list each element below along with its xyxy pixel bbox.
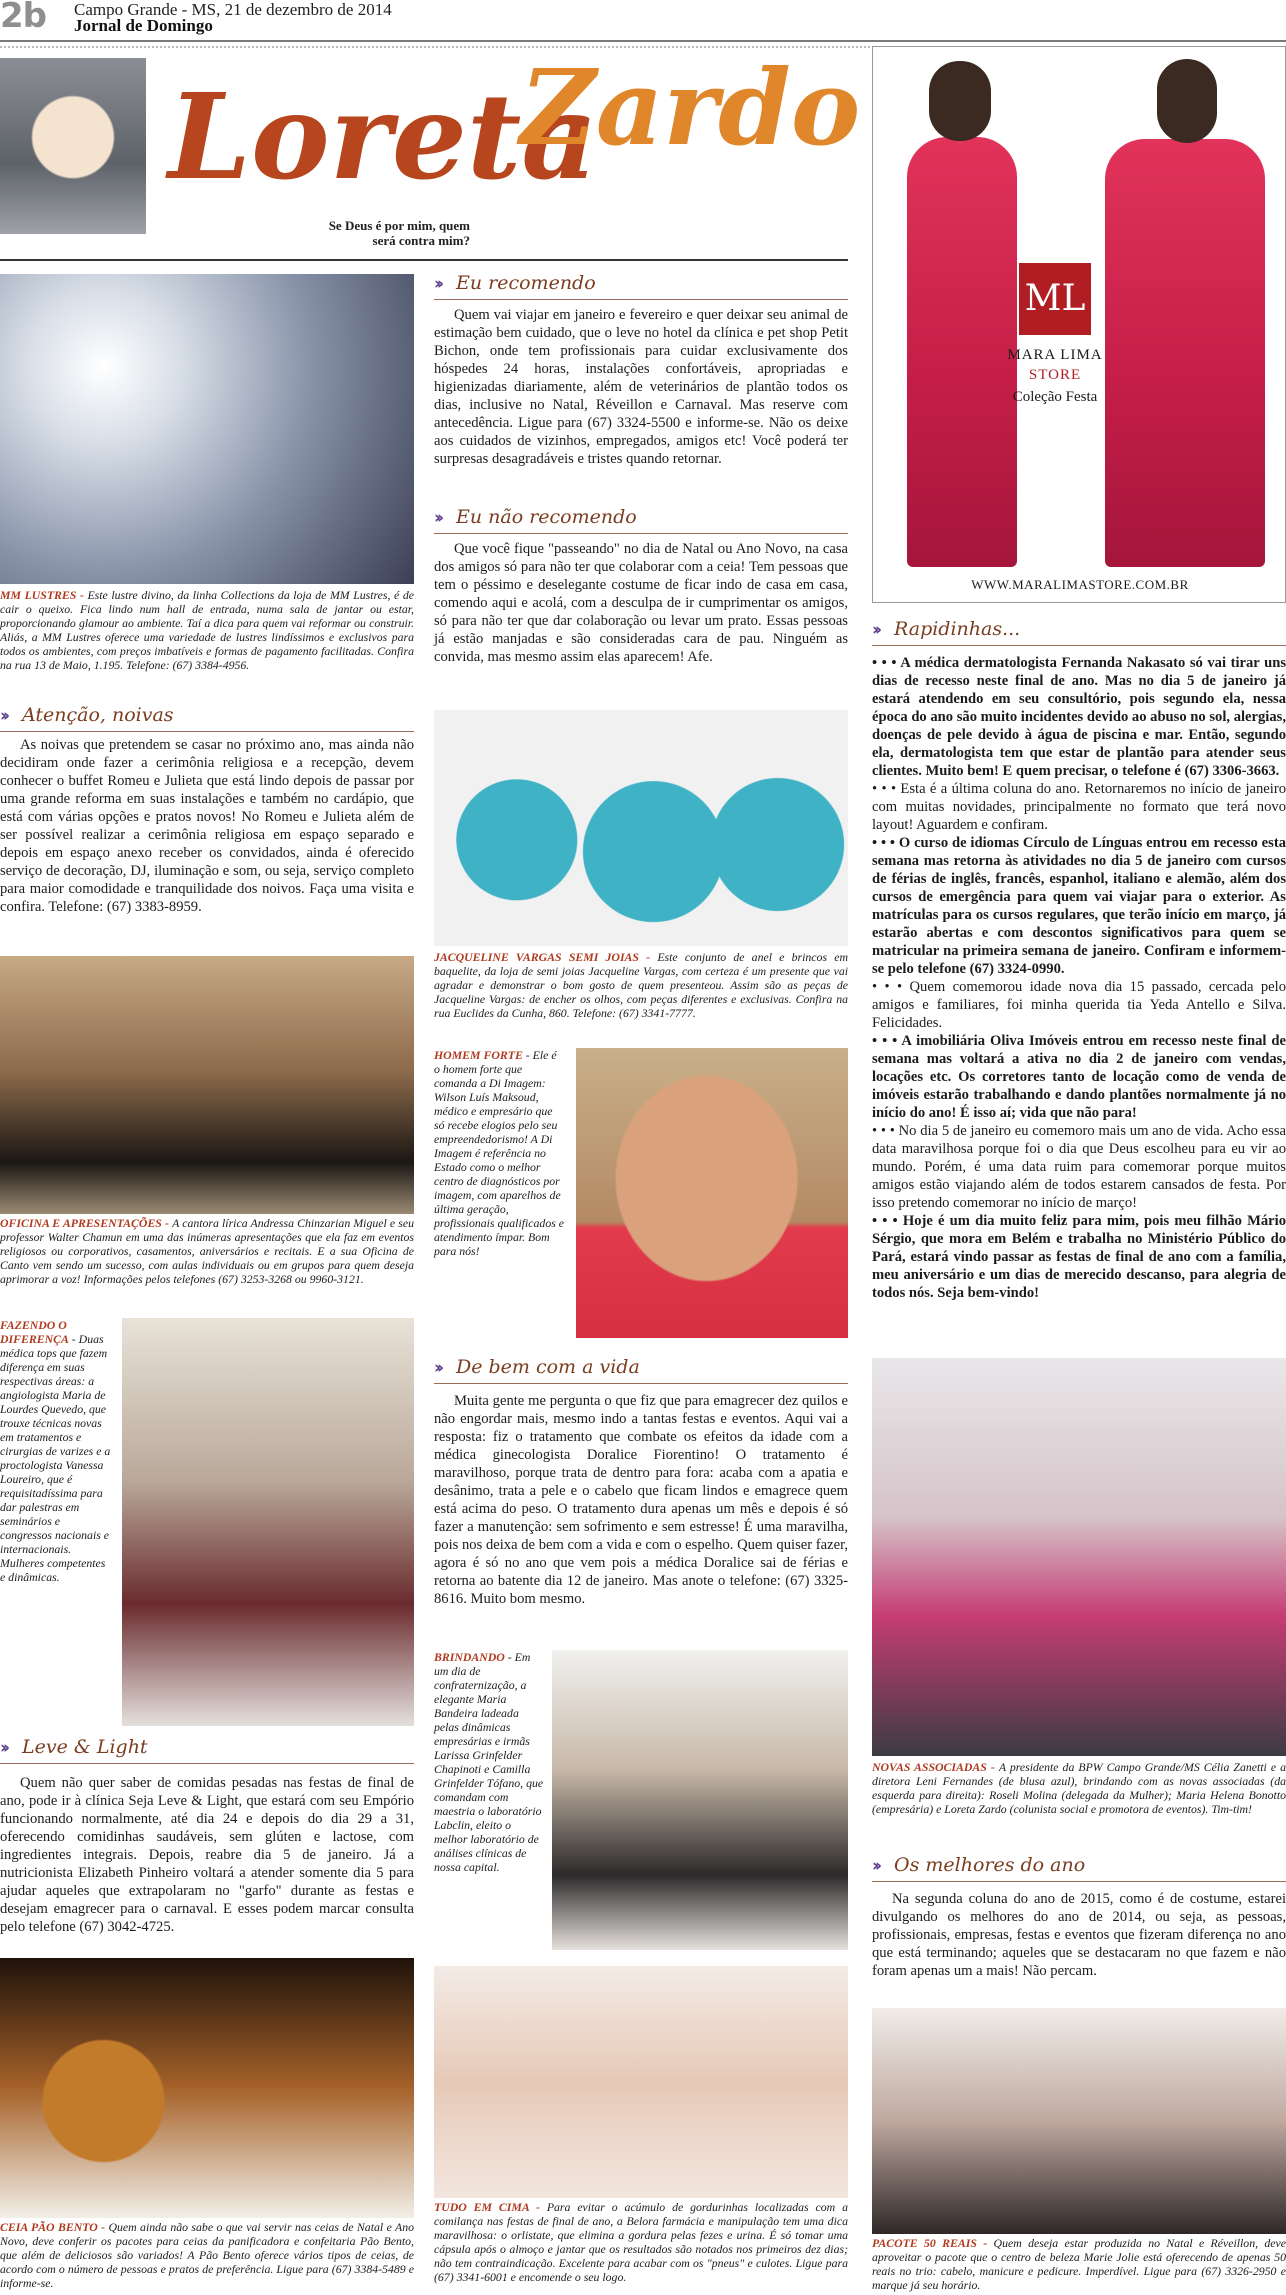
text-atencao-p: As noivas que pretendem se casar no próximo ano, mas ainda não decidiram onde fazer a cerimônia religiosa e a recepção, devem conhecer o buffet Romeu e Julieta que está lindo depois de passar por uma grande reforma em suas instalações e também no cardápio, que está com várias opções e pratos novos! No Romeu e Julieta além de ser possível realizar a cerimônia religiosa em espaço separado e depois em espaço anexo receber os convidados, ainda é oferecido serviço de decoração, DJ, iluminação e som, ou seja, serviço completo para maior comodidade e tranquilidade dos noivos. Faça uma visita e confira. Telefone: (67) 3383-8959. (0, 737, 414, 915)
text-atencao (0, 736, 414, 916)
ad-url[interactable]: WWW.MARALIMASTORE.COM.BR (971, 577, 1189, 592)
caption-fazendo-text: - Duas médica tops que fazem diferença em suas respectivas áreas: a angiologista Maria de Lourdes Quevedo, que trouxe técnicas novas em tratamentos e cirurgias de varizes e a proctologista Vanessa Loureiro, que é requisitadíssima para dar palestras em seminários e congressos nacionais e internacionais. Mulheres competentes e dinâmicas. (0, 1332, 111, 1584)
text-leve-p: Quem não quer saber de comidas pesadas nas festas de final de ano, pode ir à clínica Seja Leve & Light, que estará com seu Empório funcionando normalmente, até dia 24 e depois do dia 29 a 31, oferecendo comidinhas saudáveis, sem glúten e lactose, com ingredientes integrais. Depois, reabre dia 5 de janeiro. Já a nutricionista Elizabeth Pinheiro voltará a atender somente dia 5 para ajudar aqueles que extrapolaram no "garfo" durante as festas e desejam emagrecer para o carnaval. E esses podem marcar consulta pelo telefone (67) 3042-4725. (0, 1775, 414, 1935)
rapidinha-item: • • • A imobiliária Oliva Imóveis entrou em recesso neste final de semana mas voltará a ativa no dia 2 de janeiro com vendas, locações etc. Os corretores tanto de locação como de venda de imóveis estarão trabalhando e dando plantões normalmente já no início do ano! É isso aí; vida que não para! (872, 1033, 1286, 1121)
section-title-debem: De bem com a vida (456, 1356, 640, 1378)
caption-lustres-lead: MM LUSTRES - (0, 588, 88, 602)
caption-novas-text: A presidente da BPW Campo Grande/MS Célia Zanetti e a diretora Leni Fernandes (de blusa azul), brindando com as novas associadas (da esquerda para direita): Roseli Molina (delegada da Mulher); Maria Helena Bonotto (empresária) e Loreta Zardo (colunista social e promotora de eventos). Tim-tim! (872, 1760, 1286, 1816)
beauty-salon-photo (872, 2008, 1286, 2234)
ad-store: STORE (1028, 367, 1082, 383)
tagline-line2: será contra mim? (372, 233, 470, 248)
double-chevron-icon: ›› (872, 1856, 879, 1876)
section-title-atencao: Atenção, noivas (22, 704, 174, 726)
text-recomendo (434, 306, 848, 468)
jewelry-photo (434, 710, 848, 946)
logo-tagline (300, 218, 470, 248)
publication-name: Jornal de Domingo (74, 16, 213, 35)
section-header-recomendo (434, 272, 848, 300)
caption-novas (872, 1760, 1286, 1816)
section-header-nao-recomendo (434, 506, 848, 534)
caption-oficina-text: A cantora lírica Andressa Chinzarian Miguel e seu professor Walter Chamun em uma das inúmeras apresentações que ela faz em eventos religiosos ou corporativos, casamentos, aniversários e recitais. E a sua Oficina de Canto vem sendo um sucesso, com aulas individuais ou em grupos para quem deseja aprimorar a voz! Informações pelos telefones (67) 3253-3268 ou 9960-3121. (0, 1216, 414, 1286)
caption-pacote-lead: PACOTE 50 REAIS - (872, 2236, 994, 2250)
text-debem (434, 1392, 848, 1608)
caption-jacqueline-lead: JACQUELINE VARGAS SEMI JOIAS - (434, 950, 658, 964)
caption-oficina-lead: OFICINA E APRESENTAÇÕES - (0, 1216, 173, 1230)
ad-collection: Coleção Festa (1012, 389, 1098, 405)
section-header-melhores (872, 1854, 1286, 1882)
caption-oficina (0, 1216, 414, 1286)
measuring-tape-photo (434, 1966, 848, 2198)
caption-brindan-text: - Em um dia de confraternização, a elegante Maria Bandeira ladeada pelas dinâmicas empresárias e irmãs Larissa Grinfelder Chapinoti e Camilla Grinfelder Tófano, que comandam com maestria o laboratório Labclin, eleito o melhor laboratório de análises clínicas de nossa capital. (434, 1650, 544, 1874)
ad-brand: MARA LIMA (1007, 347, 1103, 363)
caption-homem-text: - Ele é o homem forte que comanda a Di Imagem: Wilson Luís Maksoud, médico e empresário que só recebe elogios pelo seu empreendedorismo! A Di Imagem é referência no Estado como o melhor centro de diagnósticos por imagem, com aparelhos de última geração, profissionais qualificados e atendimento ímpar. Bom para nós! (434, 1048, 564, 1258)
caption-pacote-text: Quem deseja estar produzida no Natal e Réveillon, deve aproveitar o pacote que o centro de beleza Marie Jolie está oferecendo de apenas 50 reais no trio: cabelo, manicure e pedicure. Imperdível. Ligue para (67) 3326-2950 e marque já seu horário. (872, 2236, 1286, 2292)
dateline: Campo Grande - MS, 21 de dezembro de 2014 (74, 0, 392, 19)
dress-front-image (907, 137, 1017, 567)
text-leve (0, 1774, 414, 1936)
piano-performance-photo (0, 956, 414, 1214)
text-melhores-p: Na segunda coluna do ano de 2015, como é de costume, estarei divulgando os melhores do ano de 2014, ou seja, as pessoas, profissionais, empresas, festas e eventos que fizeram diferença no ano que está terminando; aqueles que se destacaram no que fazem e não foram apenas um a mais! Não percam. (872, 1891, 1286, 1979)
caption-jacqueline-text: Este conjunto de anel e brincos em baquelite, da loja de semi joias Jacqueline Vargas, com certeza é um presente que vai agradar e demonstrar o bom gosto de quem presenteou. Assim são as peças de Jacqueline Vargas: de encher os olhos, com peças diferentes e exclusivas. Confira na rua Euclides da Cunha, 860. Telefone: (67) 3341-7777. (434, 950, 848, 1020)
dress-back-image (1105, 139, 1265, 567)
double-chevron-icon: ›› (872, 620, 879, 640)
caption-pacote (872, 2236, 1286, 2292)
double-chevron-icon: ›› (0, 1738, 7, 1758)
text-recomendo-p: Quem vai viajar em janeiro e fevereiro e quer deixar seu animal de estimação bem cuidado, que o leve no hotel da clínica e pet shop Petit Bichon, onde tem profissionais para cuidar exclusivamente dos hóspedes 24 horas, instalações confortáveis, apropriadas e higienizadas diariamente, além de veterinários de plantão todos os dias, inclusive no Natal, Réveillon e Carnaval. Mas reserve com antecedência. Ligue para (67) 3324-5500 e informe-se. Não os deixe aos cuidados de vizinhos, empregados, amigos etc! Você poderá ter surpresas desagradáveis e tristes quando retornar. (434, 307, 848, 467)
section-header-rapidinhas (872, 618, 1286, 646)
section-title-leve: Leve & Light (22, 1736, 148, 1758)
caption-tudo (434, 2200, 848, 2284)
model-head-right (1157, 59, 1217, 143)
caption-ceia (0, 2220, 414, 2290)
rapidinha-item: • • • Esta é a última coluna do ano. Retornaremos no início de janeiro com muitas novidades, principalmente no formato que terá novo layout! Aguardem e confiram. (872, 781, 1286, 833)
man-portrait-photo (576, 1048, 848, 1338)
page-number: 2b (0, 0, 46, 36)
rapidinha-item: • • • O curso de idiomas Círculo de Línguas entrou em recesso esta semana mas retorna às atividades no dia 5 de janeiro com cursos de férias de inglês, francês, espanhol, italiano e alemão, além dos cursos de emergência para quem vai viajar para o exterior. As matrículas para os cursos regulares, que terão início em março, já estarão abertas e com descontos significativos para quem se matricular na primeira semana de janeiro. Confiram e informem-se pelo telefone (67) 3324-0990. (872, 835, 1286, 977)
logo-last-name: Zardo (520, 46, 861, 169)
group-toast-photo (872, 1358, 1286, 1756)
double-chevron-icon: ›› (434, 1358, 441, 1378)
double-chevron-icon: ›› (434, 508, 441, 528)
section-title-melhores: Os melhores do ano (894, 1854, 1086, 1876)
logo-first-name: Loreta (168, 67, 598, 206)
double-chevron-icon: ›› (0, 706, 7, 726)
logo-rule (0, 259, 848, 261)
model-head-left (929, 61, 991, 141)
caption-ceia-lead: CEIA PÃO BENTO - (0, 2220, 109, 2234)
mara-lima-logo: ML (1019, 263, 1091, 335)
text-debem-p: Muita gente me pergunta o que fiz que para emagrecer dez quilos e não engordar mais, mesmo indo a tantas festas e eventos. Aqui vai a resposta: fiz o tratamento que combate os efeitos da idade com a médica ginecologista Doralice Fiorentino! O tratamento é maravilhoso, porque trata de dentro para fora: acaba com a apatia e desânimo, trata a pele e o cabelo que ficam lindos e emagrece quem está acima do peso. O tratamento dura apenas um mês e depois é só fazer a manutenção: sem sofrimento e sem estresse! É uma maravilha, pois nos deixa de bem com a vida e com o espelho. Quem quiser fazer, agora é só no ano que vem pois a médica Doralice sai de férias e retorna ao batente dia 12 de janeiro. Mas anote o telefone: (67) 3325-8616. Muito bom mesmo. (434, 1393, 848, 1607)
chandelier-photo (0, 274, 414, 584)
section-header-leve (0, 1736, 414, 1764)
caption-novas-lead: NOVAS ASSOCIADAS - (872, 1760, 999, 1774)
rapidinha-item: • • • No dia 5 de janeiro eu comemoro mais um ano de vida. Acho essa data maravilhosa porque foi o dia que Deus escolheu para eu vir ao mundo. Porém, é uma data ruim para comemorar porque muitos amigos estão viajando além de todos estarem cansados de festa. Por isso pretendo comemorar no início de março! (872, 1123, 1286, 1211)
text-nao-recomendo-p: Que você fique "passeando" no dia de Natal ou Ano Novo, na casa dos amigos só para não ter que colaborar com a ceia! Tem pessoas que tem o péssimo e deselegante costume de ficar indo de casa em casa, comendo aqui e acolá, com a desculpa de ir cumprimentar os amigos, só para não ter que dar colaboração ou levar um prato. Essas pessoas já estão manjadas e são consideradas cara de pau. Ninguém as convida, mas mesmo assim elas aparecem! Afe. (434, 541, 848, 665)
caption-jacqueline (434, 950, 848, 1020)
caption-fazendo (0, 1318, 112, 1584)
caption-lustres-text: Este lustre divino, da linha Collections da loja de MM Lustres, é de cair o queixo. Fica lindo num hall de entrada, numa sala de jantar ou estar, proporcionando glamour ao ambiente. Taí a dica para quem vai reformar ou construir. Aliás, a MM Lustres oferece uma variedade de lustres lindíssimos e exclusivos para todos os ambientes, com preços imbatíveis e formas de pagamento facilitadas. Confira na rua 13 de Maio, 1.195. Telefone: (67) 3384-4956. (0, 588, 414, 672)
caption-fazendo-lead: FAZENDO O DIFERENÇA (0, 1318, 69, 1346)
section-title-rapidinhas: Rapidinhas... (894, 618, 1021, 640)
rapidinha-item: • • • Quem comemorou idade nova dia 15 passado, cercada pelo amigos e familiares, foi minha querida tia Yeda Antello e Silva. Felicidades. (872, 979, 1286, 1031)
christmas-dinner-photo (0, 1958, 414, 2218)
text-nao-recomendo (434, 540, 848, 666)
section-header-atencao (0, 704, 414, 732)
text-melhores (872, 1890, 1286, 1980)
tagline-line1: Se Deus é por mim, quem (328, 218, 470, 233)
section-header-debem (434, 1356, 848, 1384)
mara-lima-ad (872, 46, 1286, 603)
caption-homem-lead: HOMEM FORTE (434, 1048, 523, 1062)
caption-lustres (0, 588, 414, 672)
rapidinha-item: • • • A médica dermatologista Fernanda Nakasato só vai tirar uns dias de recesso neste final de ano. Mas no dia 5 de janeiro já estará atendendo em seu consultório, pois segundo ela, nessa época do ano são muito incidentes devido ao abuso no sol, alergias, doenças de pele devido à água de piscina e mar. Então, segundo ela, dermatologista tem que estar de plantão para atender seus clientes. Muito bem! E quem precisar, o telefone é (67) 3306-3663. (872, 655, 1286, 779)
caption-tudo-text: Para evitar o acúmulo de gordurinhas localizadas com a comilança nas festas de final de ano, a Belora farmácia e manipulação tem uma dica maravilhosa: o orlistate, que elimina a gordura pelas fezes e urina. É só tomar uma cápsula após o almoço e jantar que os resultados são notados nos primeiros dez dias; não tem contraindicação. Excelente para acabar com os "pneus" e culotes. Ligue para (67) 3341-6001 e encomende o seu logo. (434, 2200, 849, 2284)
caption-brindan (434, 1650, 546, 1874)
toast-women-photo (552, 1650, 848, 1950)
text-rapidinhas (872, 654, 1286, 1302)
section-title-recomendo: Eu recomendo (456, 272, 596, 294)
caption-tudo-lead: TUDO EM CIMA - (434, 2200, 547, 2214)
caption-homem (434, 1048, 564, 1258)
section-title-nao-recomendo: Eu não recomendo (456, 506, 637, 528)
rapidinha-item: • • • Hoje é um dia muito feliz para mim, pois meu filhão Mário Sérgio, que mora em Belém e trabalha no Ministério Público do Pará, estará vindo passar as festas de final de ano com a família, meu aniversário e um dias de merecido descanso, para alegria de todos nós. Seja bem-vindo! (872, 1213, 1286, 1301)
columnist-portrait (0, 58, 146, 234)
caption-brindan-lead: BRINDANDO (434, 1650, 505, 1664)
header-rule (0, 40, 1286, 42)
caption-ceia-text: Quem ainda não sabe o que vai servir nas ceias de Natal e Ano Novo, deve conferir os pacotes para ceias da panificadora e confeitaria Pão Bento, que além de deliciosos são variados! A Pão Bento oferece vários tipos de ceias, de acordo com o número de pessoas e pratos de preferência. Ligue para (67) 3384-5489 e informe-se. (0, 2220, 414, 2290)
double-chevron-icon: ›› (434, 274, 441, 294)
doctors-photo (122, 1318, 414, 1726)
